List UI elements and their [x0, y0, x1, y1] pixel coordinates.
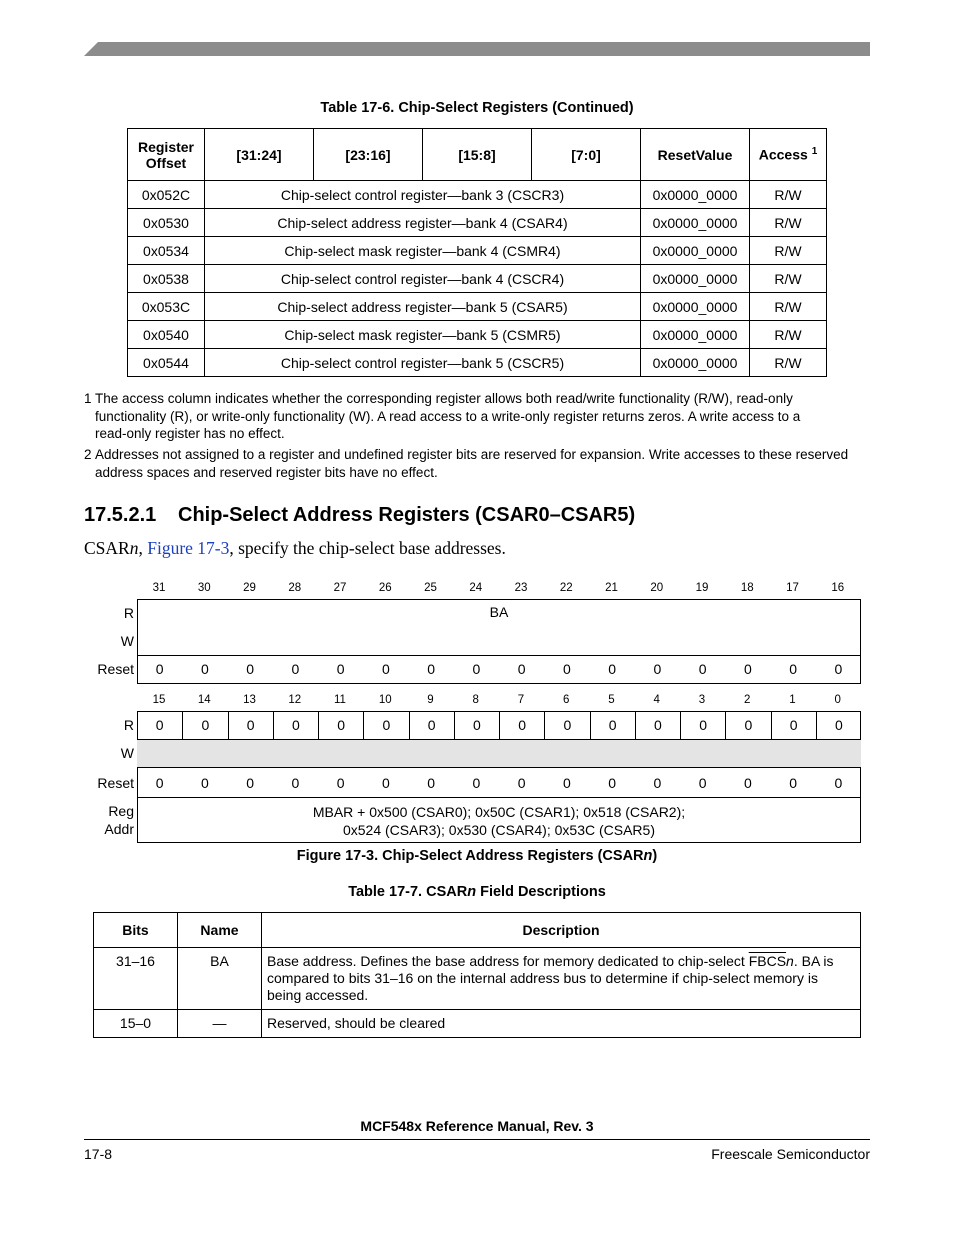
description-text: . BA is compared to bits 31–16 on the internal address bus to determine if chip-select memory is being accessed. [267, 953, 834, 1003]
bit-number: 22 [559, 582, 573, 594]
bit-value: 0 [155, 775, 164, 791]
upper-reset-values [137, 661, 861, 677]
address-line: 0x524 (CSAR3); 0x530 (CSAR4); 0x53C (CSAR5) [342, 822, 655, 838]
row-label-r: R [123, 717, 134, 733]
bit-value: 0 [381, 661, 390, 677]
bit-value: 0 [273, 711, 318, 739]
bit-value: 0 [246, 661, 255, 677]
bit-value: 0 [427, 775, 436, 791]
bit-value: 0 [291, 775, 300, 791]
bit-value: 0 [336, 661, 345, 677]
column-header: [23:16] [314, 129, 423, 181]
access-cell: R/W [750, 349, 827, 377]
footnote-number: 2 [84, 447, 92, 462]
section-number: 17.5.2.1 [84, 504, 157, 526]
field-descriptions-table [93, 912, 861, 1038]
table-caption: Table 17-6. Chip-Select Registers (Continued) [320, 100, 634, 116]
caption-text: ) [652, 848, 658, 864]
caption-italic: n [467, 884, 477, 900]
bit-value: 0 [409, 711, 454, 739]
bit-value: 0 [771, 711, 816, 739]
bit-value: 0 [562, 661, 571, 677]
bit-value: 0 [291, 661, 300, 677]
bit-value: 0 [635, 711, 680, 739]
access-cell: R/W [750, 265, 827, 293]
description-cell: Reserved, should be cleared [262, 1010, 861, 1038]
bit-number: 29 [243, 582, 256, 594]
footnote-line: The access column indicates whether the corresponding register allows both read/write functionality (R/W), read-only [95, 391, 793, 406]
footnote-line: read-only register has no effect. [95, 426, 285, 441]
column-header: Description [262, 913, 861, 948]
bit-number: 0 [834, 694, 841, 706]
section-title: Chip-Select Address Registers (CSAR0–CSAR5) [178, 504, 636, 526]
bit-value: 0 [454, 711, 499, 739]
column-header: [31:24] [205, 129, 314, 181]
table-row [94, 1010, 861, 1038]
bit-value: 0 [544, 711, 589, 739]
table-row [128, 209, 827, 237]
bit-value: 0 [472, 661, 481, 677]
bit-value: 0 [155, 661, 164, 677]
bit-number: 14 [197, 694, 211, 706]
reset-value-cell: 0x0000_0000 [641, 237, 750, 265]
bit-number: 12 [288, 694, 302, 706]
description-cell [262, 948, 861, 1010]
row-label-reg: Reg [108, 803, 134, 819]
register-address [137, 803, 861, 839]
offset-cell: 0x0538 [128, 265, 205, 293]
bit-number: 7 [517, 694, 525, 706]
bit-number: 24 [469, 582, 483, 594]
bit-value: 0 [680, 711, 725, 739]
bit-number: 1 [789, 694, 796, 706]
caption-text: Table 17-7. CSAR [348, 884, 468, 900]
footnote-1 [84, 390, 874, 443]
bits-cell: 15–0 [94, 1010, 178, 1038]
caption-italic: n [643, 848, 653, 864]
footer-title: MCF548x Reference Manual, Rev. 3 [360, 1118, 594, 1134]
column-header: ResetValue [641, 129, 750, 181]
reset-value-cell: 0x0000_0000 [641, 265, 750, 293]
bit-value: 0 [182, 711, 227, 739]
access-cell: R/W [750, 209, 827, 237]
offset-cell: 0x0544 [128, 349, 205, 377]
bit-number: 27 [333, 582, 347, 594]
bit-value: 0 [608, 775, 617, 791]
bit-number: 20 [650, 582, 664, 594]
offset-cell: 0x0530 [128, 209, 205, 237]
bit-number: 9 [427, 694, 434, 706]
header-banner [84, 42, 870, 56]
footnote-line: address spaces and reserved register bits have no effect. [95, 464, 438, 480]
table-row [94, 948, 861, 1010]
bit-value: 0 [590, 711, 635, 739]
bit-value: 0 [472, 775, 481, 791]
bit-value: 0 [698, 775, 707, 791]
name-cell: — [178, 1010, 262, 1038]
bit-number: 28 [288, 582, 302, 594]
bit-value: 0 [834, 661, 843, 677]
bit-number: 15 [152, 694, 166, 706]
bit-number: 11 [334, 694, 346, 706]
bit-value: 0 [363, 711, 408, 739]
paragraph-text: CSAR [84, 538, 130, 558]
bit-number: 5 [608, 694, 615, 706]
description-text: Base address. Defines the base address for memory dedicated to chip-select [267, 953, 749, 969]
table-header-row [128, 129, 827, 181]
bit-value: 0 [562, 775, 571, 791]
divider [137, 655, 861, 656]
lower-read-values [137, 711, 861, 739]
reset-value-cell: 0x0000_0000 [641, 209, 750, 237]
bit-number: 17 [786, 582, 799, 594]
register-name-cell: Chip-select mask register—bank 5 (CSMR5) [205, 321, 641, 349]
caption-text: Figure 17-3. Chip-Select Address Registers (CSAR [296, 848, 644, 864]
bit-value: 0 [381, 775, 390, 791]
table-caption [0, 884, 954, 900]
register-name-cell: Chip-select control register—bank 4 (CSCR4) [205, 265, 641, 293]
offset-cell: 0x0534 [128, 237, 205, 265]
signal-name: FBCS [748, 953, 787, 969]
bit-number: 3 [698, 694, 706, 706]
bit-value: 0 [789, 661, 798, 677]
bit-value: 0 [517, 661, 526, 677]
bit-value: 0 [789, 775, 798, 791]
bit-value: 0 [653, 775, 662, 791]
body-paragraph [84, 538, 506, 559]
bit-number: 4 [653, 694, 660, 706]
offset-cell: 0x052C [128, 181, 205, 209]
row-label-addr: Addr [104, 821, 134, 837]
footnote-line: functionality (R), or write-only functionality (W). A read access to a write-only register returns zeros. A write access to a [95, 408, 801, 424]
row-label-w: W [120, 745, 134, 761]
table-row [128, 237, 827, 265]
table-row [128, 181, 827, 209]
table-row [128, 349, 827, 377]
bit-value: 0 [653, 661, 662, 677]
table-header-row [94, 913, 861, 948]
bit-value: 0 [499, 711, 544, 739]
bit-value: 0 [246, 775, 255, 791]
footnote-line: Addresses not assigned to a register and undefined register bits are reserved for expansion. Write accesses to these reserved [95, 447, 849, 462]
column-header: Bits [94, 913, 178, 948]
figure-caption [0, 848, 954, 864]
bit-number: 31 [152, 582, 166, 594]
lower-reset-values [137, 775, 861, 791]
table-body [128, 181, 827, 377]
section-heading [84, 504, 635, 527]
bit-number: 26 [378, 582, 392, 594]
row-label-reset: Reset [97, 661, 134, 677]
bit-number: 30 [197, 582, 211, 594]
figure-link[interactable]: Figure 17-3 [147, 538, 230, 558]
column-header [128, 129, 205, 181]
reset-value-cell: 0x0000_0000 [641, 293, 750, 321]
register-name-cell: Chip-select address register—bank 4 (CSAR4) [205, 209, 641, 237]
chip-select-registers-table [127, 128, 827, 377]
bit-number: 13 [243, 694, 256, 706]
bit-value: 0 [200, 661, 209, 677]
bit-number: 23 [514, 582, 528, 594]
bit-number: 6 [563, 694, 570, 706]
footer-rule [84, 1139, 870, 1140]
reset-value-cell: 0x0000_0000 [641, 181, 750, 209]
access-cell: R/W [750, 237, 827, 265]
bit-number: 25 [424, 582, 437, 594]
column-header: [7:0] [532, 129, 641, 181]
access-cell: R/W [750, 181, 827, 209]
bits-cell: 31–16 [94, 948, 178, 1010]
company-name: Freescale Semiconductor [711, 1146, 870, 1162]
register-name-cell: Chip-select control register—bank 3 (CSCR3) [205, 181, 641, 209]
caption-text: Field Descriptions [476, 884, 606, 900]
offset-cell: 0x053C [128, 293, 205, 321]
ba-field: BA [489, 604, 509, 620]
row-label-reset: Reset [97, 775, 134, 791]
bit-number: 10 [378, 694, 392, 706]
column-header-label: Register Offset [137, 138, 195, 171]
address-line: MBAR + 0x500 (CSAR0); 0x50C (CSAR1); 0x518 (CSAR2); [312, 804, 686, 820]
paragraph-text: , specify the chip-select base addresses. [229, 538, 506, 558]
access-cell: R/W [750, 321, 827, 349]
bit-value: 0 [517, 775, 526, 791]
bit-number: 21 [605, 582, 618, 594]
bit-number: 8 [472, 694, 479, 706]
footnote-number: 1 [84, 391, 92, 406]
bit-value: 0 [816, 711, 861, 739]
row-label-r: R [123, 605, 134, 621]
bit-value: 0 [608, 661, 617, 677]
divider [137, 797, 861, 798]
paragraph-italic: n [129, 538, 139, 558]
page-number: 17-8 [84, 1146, 113, 1162]
bit-number: 2 [744, 694, 751, 706]
bit-value: 0 [155, 717, 164, 733]
bit-value: 0 [834, 775, 843, 791]
column-header [750, 129, 827, 181]
table-row [128, 265, 827, 293]
bit-number: 16 [831, 582, 845, 594]
column-header-label: Access [758, 146, 808, 163]
column-header: [15:8] [423, 129, 532, 181]
access-cell: R/W [750, 293, 827, 321]
bit-value: 0 [318, 711, 363, 739]
reset-value-cell: 0x0000_0000 [641, 349, 750, 377]
name-cell: BA [178, 948, 262, 1010]
signal-suffix: n [786, 953, 794, 969]
reserved-write-row [137, 739, 861, 768]
bit-number: 19 [695, 582, 709, 594]
register-name-cell: Chip-select mask register—bank 4 (CSMR4) [205, 237, 641, 265]
bit-value: 0 [743, 661, 752, 677]
bit-value: 0 [427, 661, 436, 677]
bit-value: 0 [228, 711, 273, 739]
bit-value: 0 [200, 775, 209, 791]
bit-value: 0 [743, 775, 752, 791]
bit-number: 18 [740, 582, 754, 594]
row-label-w: W [120, 633, 134, 649]
footnote-ref: 1 [811, 146, 818, 158]
bit-value: 0 [725, 711, 770, 739]
column-header: Name [178, 913, 262, 948]
register-name-cell: Chip-select address register—bank 5 (CSAR5) [205, 293, 641, 321]
table-row [128, 293, 827, 321]
bit-value: 0 [336, 775, 345, 791]
offset-cell: 0x0540 [128, 321, 205, 349]
table-row [128, 321, 827, 349]
paragraph-text: , [138, 538, 148, 558]
bit-value: 0 [698, 661, 707, 677]
register-name-cell: Chip-select control register—bank 5 (CSCR5) [205, 349, 641, 377]
footnote-2 [84, 446, 874, 481]
reset-value-cell: 0x0000_0000 [641, 321, 750, 349]
